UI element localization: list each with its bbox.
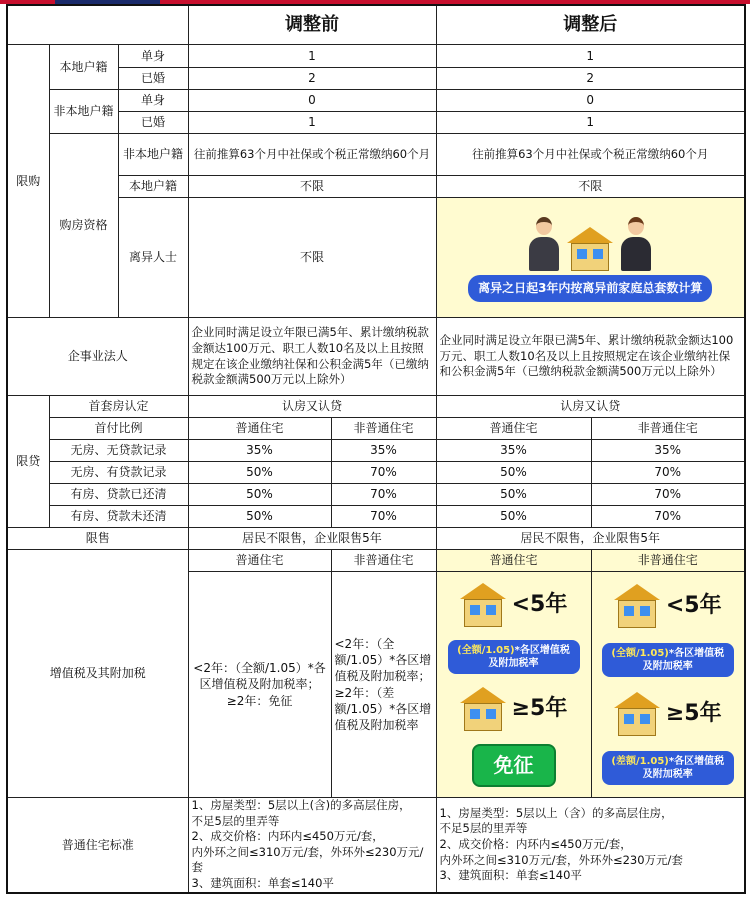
house-icon	[460, 583, 506, 627]
non-ordinary-label: 非普通住宅	[591, 418, 745, 440]
qualification-label: 购房资格	[49, 134, 118, 318]
cell: 70%	[591, 462, 745, 484]
nonlocal-married-after: 1	[436, 112, 745, 134]
sale-limit-label: 限售	[7, 528, 188, 550]
table-row	[7, 440, 745, 462]
local-hukou-label: 本地户籍	[49, 45, 118, 90]
cell: 35%	[188, 440, 331, 462]
first-home-label: 首套房认定	[49, 396, 188, 418]
house-icon	[460, 687, 506, 731]
vat-ordinary-before-head: 普通住宅	[188, 550, 331, 572]
standard-line: 2、成交价格：内环内≤450万元/套，	[191, 829, 384, 844]
diff-amount: (差额/1.05)	[611, 756, 669, 768]
single-label: 单身	[118, 90, 188, 112]
q-local-label: 本地户籍	[118, 176, 188, 198]
ordinary-standard-after	[436, 798, 745, 893]
sale-limit-before: 居民不限售，企业限售5年	[188, 528, 436, 550]
nonlocal-single-before: 0	[188, 90, 436, 112]
standard-line: 3、建筑面积：单套≤140平	[439, 868, 582, 883]
q-local-before: 不限	[188, 176, 436, 198]
cell: 70%	[331, 506, 436, 528]
standard-line: 不足5层的里弄等	[191, 813, 280, 828]
q-local-after: 不限	[436, 176, 745, 198]
cell: 70%	[591, 506, 745, 528]
local-single-after: 1	[436, 45, 745, 68]
cell: 50%	[436, 462, 591, 484]
single-label: 单身	[118, 45, 188, 68]
vat-non-ordinary-before-head: 非普通住宅	[331, 550, 436, 572]
cell: 50%	[436, 506, 591, 528]
diff-rate-pill	[602, 751, 734, 785]
cell: 70%	[331, 484, 436, 506]
vat-non-ordinary-before: <2年：（全额/1.05）*各区增值税及附加税率；≥2年：（差额/1.05）*各区增值税及附加税率	[331, 572, 436, 798]
married-label: 已婚	[118, 68, 188, 90]
enterprise-label: 企事业法人	[7, 318, 188, 396]
vat-non-ordinary-after	[591, 572, 745, 798]
row-label: 无房、有贷款记录	[49, 462, 188, 484]
cell: 70%	[331, 462, 436, 484]
vat-ordinary-after	[436, 572, 591, 798]
down-payment-label: 首付比例	[49, 418, 188, 440]
cell: 35%	[591, 440, 745, 462]
header-before: 调整前	[188, 5, 436, 45]
row-label: 有房、贷款已还清	[49, 484, 188, 506]
header-after: 调整后	[436, 5, 745, 45]
cell: 50%	[188, 462, 331, 484]
exempt-badge: 免征	[472, 744, 556, 787]
cell: 35%	[436, 440, 591, 462]
ordinary-label: 普通住宅	[436, 418, 591, 440]
table-row	[7, 506, 745, 528]
header-blank	[7, 5, 188, 45]
man-icon	[527, 217, 561, 271]
nonlocal-hukou-label: 非本地户籍	[49, 90, 118, 134]
q-nonlocal-after: 往前推算63个月中社保或个税正常缴纳60个月	[436, 134, 745, 176]
ge5-label: ≥5年	[665, 701, 722, 727]
rate-text: *各区增值税及附加税率	[642, 647, 725, 672]
q-nonlocal-before: 往前推算63个月中社保或个税正常缴纳60个月	[188, 134, 436, 176]
loan-limit-label: 限贷	[7, 396, 49, 528]
house-icon	[614, 584, 660, 628]
cell: 50%	[188, 484, 331, 506]
full-amount: (全额/1.05)	[457, 644, 515, 656]
divorce-illustration	[440, 213, 742, 271]
q-nonlocal-label: 非本地户籍	[118, 134, 188, 176]
standard-line: 1、房屋类型：5层以上(含)的多高层住房，	[191, 798, 411, 813]
standard-line: 内外环之间≤310万元/套，外环外≤230万元/套	[191, 844, 424, 875]
ordinary-standard-label: 普通住宅标准	[7, 798, 188, 893]
standard-line: 1、房屋类型：5层以上（含）的多高层住房，	[439, 805, 673, 820]
first-home-before: 认房又认贷	[188, 396, 436, 418]
rate-text: *各区增值税及附加税率	[488, 644, 570, 669]
lt5-label: <5年	[511, 591, 568, 617]
vat-ordinary-before: <2年：（全额/1.05）*各区增值税及附加税率；≥2年：免征	[188, 572, 331, 798]
local-married-after: 2	[436, 68, 745, 90]
policy-comparison-table	[6, 4, 746, 894]
cell: 50%	[436, 484, 591, 506]
full-rate-pill	[602, 643, 734, 677]
vat-non-ordinary-after-head: 非普通住宅	[591, 550, 745, 572]
non-ordinary-label: 非普通住宅	[331, 418, 436, 440]
ge5-label: ≥5年	[511, 695, 568, 721]
q-divorced-after: 离异之日起3年内按离异前家庭总套数计算	[468, 275, 712, 301]
row-label: 有房、贷款未还清	[49, 506, 188, 528]
vat-ordinary-after-head: 普通住宅	[436, 550, 591, 572]
full-amount: (全额/1.05)	[611, 647, 669, 659]
q-divorced-before: 不限	[188, 198, 436, 318]
row-label: 无房、无贷款记录	[49, 440, 188, 462]
cell: 35%	[331, 440, 436, 462]
full-rate-pill	[448, 640, 580, 674]
standard-line: 不足5层的里弄等	[439, 821, 528, 836]
enterprise-after: 企业同时满足设立年限已满5年、累计缴纳税款金额达100万元、职工人数10名及以上且按照规定在该企业缴纳社保和公积金满5年（已缴纳税款金额满500万元以上除外）	[436, 318, 745, 396]
house-icon	[567, 227, 613, 271]
first-home-after: 认房又认贷	[436, 396, 745, 418]
house-icon	[614, 692, 660, 736]
standard-line: 3、建筑面积：单套≤140平	[191, 875, 334, 890]
local-married-before: 2	[188, 68, 436, 90]
standard-line: 内外环之间≤310万元/套，外环外≤230万元/套	[439, 852, 683, 867]
enterprise-before: 企业同时满足设立年限已满5年、累计缴纳税款金额达100万元、职工人数10名及以上且按照规定在该企业缴纳社保和公积金满5年（已缴纳税款金额满500万元以上除外）	[188, 318, 436, 396]
ordinary-label: 普通住宅	[188, 418, 331, 440]
nonlocal-married-before: 1	[188, 112, 436, 134]
vat-label: 增值税及其附加税	[7, 550, 188, 798]
woman-icon	[619, 217, 653, 271]
cell: 50%	[188, 506, 331, 528]
q-divorced-label: 离异人士	[118, 198, 188, 318]
standard-line: 2、成交价格：内环内≤450万元/套，	[439, 836, 632, 851]
cell: 70%	[591, 484, 745, 506]
rate-text: *各区增值税及附加税率	[642, 756, 725, 781]
table-row	[7, 484, 745, 506]
purchase-limit-label: 限购	[7, 45, 49, 318]
lt5-label: <5年	[665, 592, 722, 618]
local-single-before: 1	[188, 45, 436, 68]
married-label: 已婚	[118, 112, 188, 134]
sale-limit-after: 居民不限售，企业限售5年	[436, 528, 745, 550]
table-row	[7, 462, 745, 484]
q-divorced-after-cell	[436, 198, 745, 318]
nonlocal-single-after: 0	[436, 90, 745, 112]
ordinary-standard-before	[188, 798, 436, 893]
